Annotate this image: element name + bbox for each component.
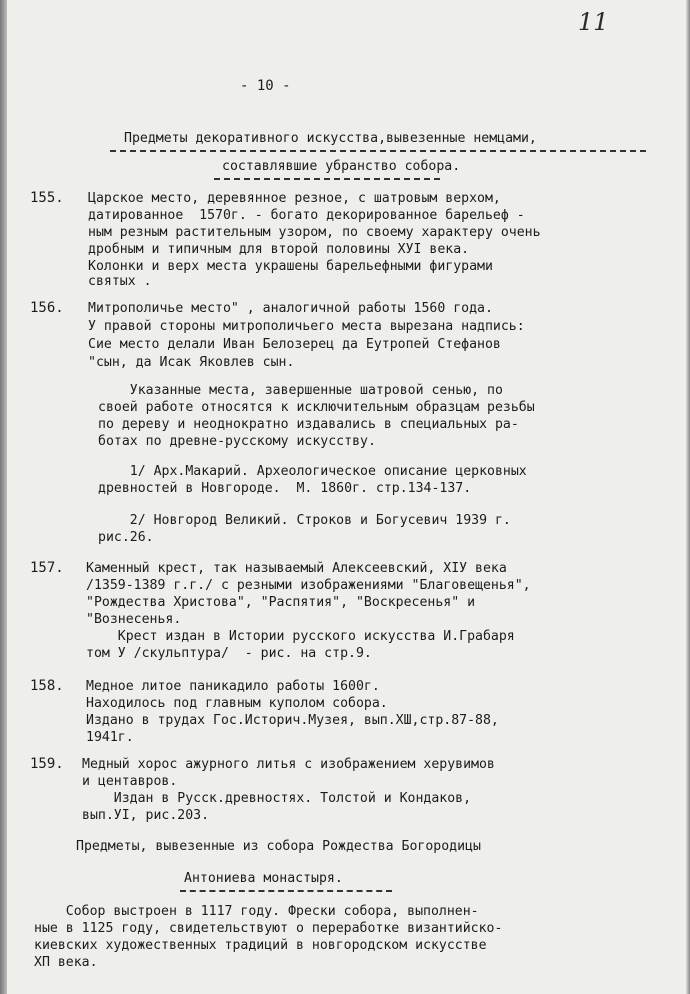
item-156-line: Сие место делали Иван Белозерец да Еутропей Стефанов — [88, 337, 501, 352]
item-157-line: /1359-1389 г.г./ с резными изображениями "Благовещенья", — [86, 578, 531, 593]
item-156-reference-2: рис.26. — [98, 530, 154, 545]
closing-paragraph-line: Собор выстроен в 1117 году. Фрески собора, выполнен- — [34, 904, 479, 919]
item-157-line: "Рождества Христова", "Распятия", "Воскресенья" и — [86, 595, 476, 610]
item-156-paragraph-line: ботах по древне-русскому искусству. — [98, 434, 376, 449]
section-heading-2-line-1: Предметы, вывезенные из собора Рождества Богородицы — [76, 839, 481, 854]
item-157-paragraph-line: том У /скульптура/ - рис. на стр.9. — [86, 646, 372, 661]
item-number-156: 156. — [30, 300, 64, 316]
item-156-paragraph-line: Указанные места, завершенные шатровой сенью, по — [98, 383, 503, 398]
item-157-line: "Вознесенья. — [86, 612, 182, 627]
item-159-line: Медный хорос ажурного литья с изображением херувимов — [82, 757, 495, 772]
section-heading-1-line-1: Предметы декоративного искусства,вывезенные немцами, — [124, 131, 537, 146]
item-158-line: Находилось под главным куполом собора. — [86, 696, 388, 711]
item-number-155: 155. — [30, 190, 64, 206]
item-155-line: ным резным растительным узором, по своему характеру очень — [88, 225, 541, 240]
scan-edge-left — [0, 0, 7, 994]
item-155-line: Царское место, деревянное резное, с шатровым верхом, — [88, 191, 501, 206]
section-heading-1-line-2: составлявшие убранство собора. — [222, 159, 461, 174]
section-heading-2-line-2: Антониева монастыря. — [184, 871, 343, 886]
item-number-157: 157. — [30, 560, 64, 576]
item-156-reference-1: 1/ Арх.Макарий. Археологическое описание церковных — [98, 464, 527, 479]
item-157-paragraph-line: Крест издан в Истории русского искусства И.Грабаря — [86, 629, 515, 644]
item-155-line: святых . — [88, 274, 152, 289]
item-158-line: 1941г. — [86, 730, 134, 745]
page-number: - 10 - — [240, 78, 291, 94]
item-157-line: Каменный крест, так называемый Алексеевский, ХIУ века — [86, 561, 507, 576]
item-156-line: Митрополичье место" , аналогичной работы 1560 года. — [88, 301, 493, 316]
item-155-line: датированное 1570г. - богато декорированное барельеф - — [88, 208, 525, 223]
item-156-reference-1: древностей в Новгороде. М. 1860г. стр.134-137. — [98, 481, 472, 496]
item-155-line: дробным и типичным для второй половины ХУI века. — [88, 242, 470, 257]
scan-edge-right — [686, 0, 690, 994]
item-number-158: 158. — [30, 678, 64, 694]
heading-underline-dashes-1 — [110, 150, 646, 152]
item-159-paragraph-line: Издан в Русск.древностях. Толстой и Кондаков, — [82, 791, 472, 806]
item-159-line: и центавров. — [82, 774, 178, 789]
heading-underline-dashes-3 — [180, 890, 392, 892]
closing-paragraph-line: ХП века. — [34, 955, 98, 970]
closing-paragraph-line: ные в 1125 году, свидетельствуют о переработке византийско- — [34, 921, 503, 936]
item-156-paragraph-line: по дереву и неоднократно издавались в специальных ра- — [98, 417, 519, 432]
item-159-paragraph-line: вып.УI, рис.203. — [82, 808, 210, 823]
item-158-line: Издано в трудах Гос.Историч.Музея, вып.ХШ,стр.87-88, — [86, 713, 499, 728]
closing-paragraph-line: киевских художественных традиций в новгородском искусстве — [34, 938, 487, 953]
heading-underline-dashes-2 — [214, 178, 440, 180]
item-156-line: У правой стороны митрополичьего места вырезана надпись: — [88, 319, 525, 334]
folio-number: 11 — [578, 8, 609, 36]
item-158-line: Медное литое паникадило работы 1600г. — [86, 679, 380, 694]
item-number-159: 159. — [30, 756, 64, 772]
item-156-reference-2: 2/ Новгород Великий. Строков и Богусевич 1939 г. — [98, 513, 511, 528]
item-156-line: "сын, да Исак Яковлев сын. — [88, 355, 295, 370]
item-155-line: Колонки и верх места украшены барельефными фигурами — [88, 259, 493, 274]
item-156-paragraph-line: своей работе относятся к исключительным образцам резьбы — [98, 400, 535, 415]
